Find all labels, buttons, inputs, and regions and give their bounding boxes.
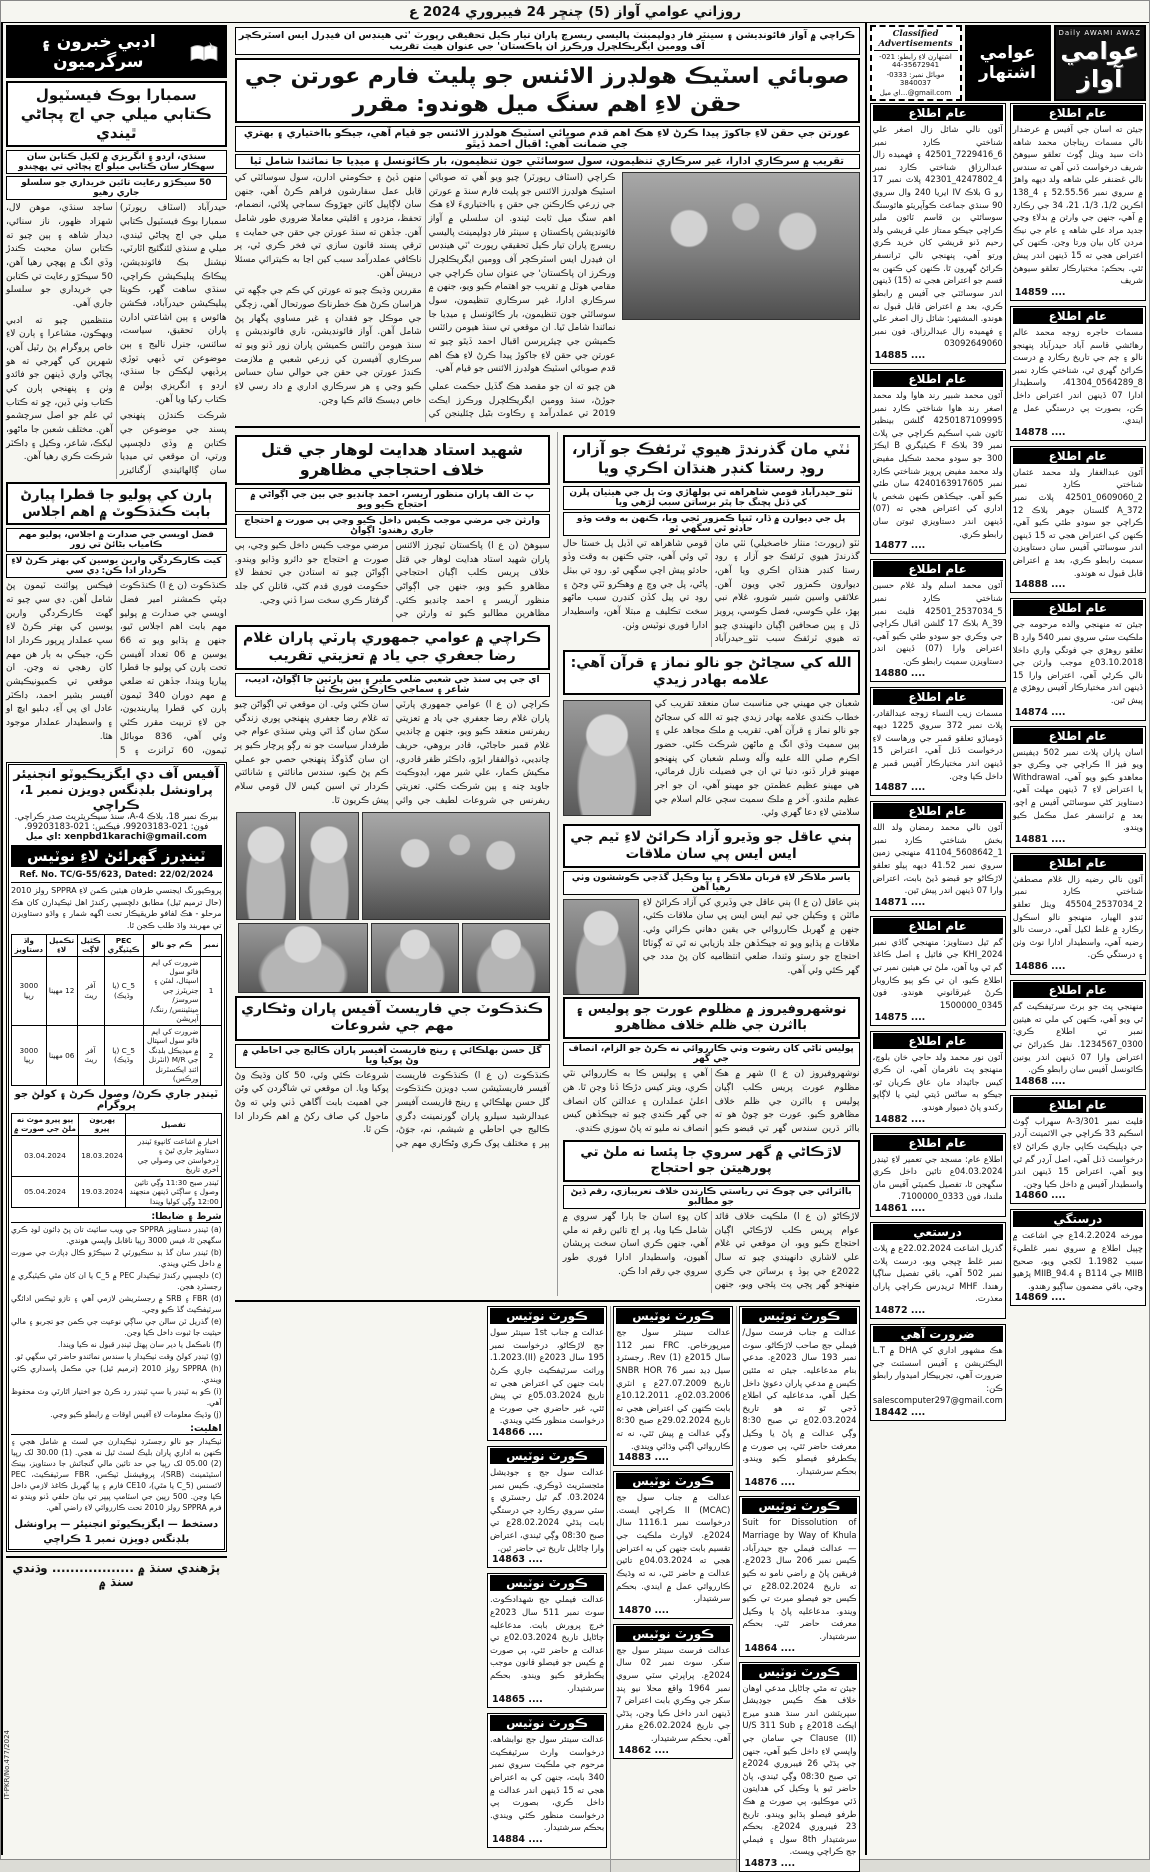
tender-org-line-1: آفيس آف دي ايگزيڪيوٽو انجنيئر [13, 767, 220, 783]
works-table-header-row [12, 934, 222, 956]
alliance-paragraph: هن چيو ته ان جو مقصد هڪ گڏيل حڪمت عملي جوڙڻ، سنڌ وومين ايگريڪلچرل ورڪرز ايڪٽ 2019 تي عملدرآمد ۽ رڪاوٽ بڻيل چئلينجن کي منهن ڏيڻ ۽ حڪومتي ادارن، سول سوسائٽي کي قابل عمل سفارشون فراهم ڪرڻ آهي، جنهن سان لاڳاپيل کاتن جهڙوڪ سماجي ڀلائي، انضمام، تحفظ، مزدور ۽ اقليتي معاملا ضروري طور شامل آهن. جڏهن ته سنڌ عورتن جي حقن جي حمايت ۽ ترقي پسند قانون سازي تي فخر ڪري ٿي، پر ناڪافي عملدرآمد سبب کين اڃا به ڪيترائي مسئلا درپيش آهن. [234, 173, 616, 420]
alliance-kicker: ڪراچي ۾ آواز فائونڊيشن ۽ سينٽر فار ڊولپمينٽ پاليسي ريسرچ پاران تيار ڪيل تحقيقي رپورٽ 'ٽي هينڊس ان فيڊرل ايس اسٽرڪچر آف وومين ايگريڪلچرل ورڪرز ان پاڪستان' جي عنوان هيٺ تقريب [235, 27, 860, 55]
festival-body [6, 202, 227, 478]
article-naushahro [563, 997, 860, 1137]
tender-email: اي ميل: xenpbd1karachi@gmail.com [25, 832, 207, 843]
classified-ads-header [870, 25, 1147, 101]
forest-headline: ڪنڌڪوٽ جي فاريسٽ آفيس پاران وڻڪاري مهم جي شروعات [235, 996, 550, 1041]
festival-subhead-1: سنڌي، اردو ۽ انگريزي ۾ لکيل ڪتابن سان سهڪار سان ڪتابي ميلو اڄ پڄاڻي تي پهچندو [6, 150, 227, 174]
classified-notice [1010, 1209, 1146, 1306]
notice-header: ضرورت آهي [873, 1326, 1003, 1342]
festival-paragraph: شرڪت ڪندڙن پنهنجي پسند جي موضوعن جي ڪتابن ۾ وڏي دلچسپي ورتي، ان موقعي تي ميڊيا سان ڳالهائيندي آرگنائيزر ساجد سنڌي، موهن لال، شهزاد ظهور، ناز سنائي، ديدار شاهه ۽ ٻين چيو ته ڪتابن سان محبت ڪندڙ وڏي انگ ۾ پهچي رهيا آهن، 50 سيڪڙو رعايت تي ڪتابن جي خريداري جو سلسلو جاري آهي. [6, 203, 227, 477]
article-shaheed-teacher [235, 435, 550, 622]
cell-serial: 2 [201, 1025, 221, 1085]
larkano-subhead: بااثرائي جي چوڪ تي رياستي ڪارندن خلاف نعريبازي، رقم ڏيڻ جو مطالبو [563, 1185, 860, 1209]
court-notice-text: عدالت سينئر سول جج نوابشاهه. درخواست وارث سرٽيفڪيٽ مرحوم جي ملڪيت سروي نمبر 340 بابت، جنهن کي به اعتراض هجي ته 15 ڏينهن اندر عدالت ۾ داخل ڪري، بصورت ٻي درخواست منظور ڪئي ويندي. بحڪم سرشتيدار. [489, 1734, 605, 1833]
tender-address: بيرڪ نمبر 18، بلاڪ 4-A، سنڌ سيڪريٽريٽ صدر ڪراچي. [14, 812, 218, 823]
notice-ad-number: 14874 .... [1014, 706, 1066, 718]
notice-header: عام اطلاع [873, 561, 1003, 577]
cell-cost: آفر ريٽ [77, 956, 104, 1025]
allah-body: شعبان جي مهيني جي مناسبت سان منعقد تقريب کي خطاب ڪندي علامه بهادر زيدي چيو ته الله کي سڃاڻڻ جو نالو نماز ۽ قرآن آهي. تقريب ۾ ملڪ مجاهد علي ۽ ٻين سميت وڏي انگ ۾ ماڻهن شرڪت ڪئي. حضور اڪرم صلي الله عليه وآله وسلم شعبان کي پنهنجو مهينو قرار ڏنو، دنيا تي ان جي فضيلت نازل فرمائي، هي مهينو عظيم عظمتن جو مهينو آهي، ان جو اجر عظيم ملندو. آخر ۾ ملڪ سميت سڄي عالم اسلام جي سلامتي لاءِ دعا گهري وئي. [654, 698, 860, 819]
forest-subhead: گل حسن بهلڪائي ۽ رينج فاريسٽ آفيسر پاران ڪاليج جي احاطي ۾ وڻ پوکيا ويا [235, 1044, 550, 1068]
tender-eligibility-title: اهليت: [11, 1423, 222, 1435]
classified-title-en: Classified Advertisements [874, 29, 958, 51]
court-notice [487, 1573, 607, 1708]
tender-works-table [11, 934, 222, 1086]
festival-headline: سمبارا بوڪ فيسٽيول ڪتابي ميلي جي اڄ پڄاڻي ٿيندي [6, 81, 227, 147]
middle-column-b [235, 432, 550, 1296]
cell-date-phase-1: 19.03.2024 [79, 1176, 126, 1207]
logo-top-text: Daily AWAMI AWAZ [1058, 29, 1142, 37]
notice-header: عام اطلاع [1013, 728, 1143, 744]
notice-text: اسان پاران پلاٽ نمبر 502 ڊيفينس ويو فيز II ڪراچي جي وڪري جو معاهدو ڪيو ويو آهي، Withdrawal يا اعتراض لاءِ 7 ڏينهن مهلت آهي، دستاويز کڻي سوسائٽي آفيس ۾ اچو، بعد ۾ ٽرانسفر عمل مڪمل ڪيو ويندو. [1012, 746, 1143, 833]
tender-phone: فون: 021-99203183، فيڪس: 021-99203183، [24, 822, 209, 833]
tender-condition-item: (g) ٽينڊر کولڻ وقت ٺيڪيدار يا سندس نمائندو حاضر ٿي سگهي ٿو. [14, 1352, 222, 1362]
classified-notice [870, 1031, 1006, 1128]
festival-subhead-2: 50 سيڪڙو رعايت تائين خريداري جو سلسلو جاري رهيو [6, 176, 227, 200]
notice-text: اطلاع عام: مسجد جي تعمير لاءِ ٽينڊر 04.03.2024ع تائين داخل ڪري سگهجن ٿا، تفصيل ڪميٽي آفيس مان ملندا، فون 0333_7100000. [872, 1153, 1003, 1202]
cell-work-name: ضرورت کي ايم فائو سول اسپتال ۾ ميڊيڪل بلڊنگ جي M/R (انٽرنل ائنڊ ايڪسٽرنل ورڪس) [143, 1025, 201, 1085]
notice-text: آئون عبدالغفار ولد محمد عثمان شناختي ڪارڊ نمبر 2_0609060_42501 پلاٽ نمبر A_372 گلستان جوهر بلاڪ 12 ڪراچي جو سودو طئي ڪيو آهي، ڪنهن کي اعتراض هجي ته 15 ڏينهن اندر سوسائٽي آفيس سان دستاويزن سميت رابطو ڪري، بعد ۾ اعتراض قابل قبول نه هوندو. [1012, 466, 1143, 578]
notice-text: جيئن ته منهنجي والده مرحومه جي ملڪيت سٽي سروي نمبر 540 وارڊ B تعلقو روهڙي جي فوتگي واري داخلا 03.10.2018ع موجب وارثن جي نالي ڪرڻي آهي، اعتراض وارا 15 ڏينهن اندر مختيارڪار آفيس روهڙي ۾ پيش ٿين. [1012, 619, 1143, 705]
court-notice-number: 14862 .... [618, 1744, 669, 1756]
notice-ad-number: 14885 .... [874, 349, 926, 361]
notice-ad-number: 14887 .... [874, 782, 926, 794]
classified-notice [1010, 446, 1146, 593]
festival-paragraph: منتظمين چيو ته ادبي ويهڪون، مشاعرا ۽ ٻارن لاءِ خاص پروگرام پڻ رٿيل آهن، شهرين کي گهرجي ته هو پڄاڻي واري ڏينهن جو فائدو وٺن ۽ پنهنجي ٻارن کي ڪتاب وٺي ڏين، ڇو ته ڪتاب ئي علم جو اصل سرچشمو آهن. مختلف شعبن جا ماڻهو، ليکڪ، شاعر، وڪيل ۽ ڊاڪٽر شرڪت ڪري رهيا آهن. [6, 315, 113, 463]
court-notice [613, 1306, 733, 1466]
notice-text: مسمات حاجره زوجه محمد عالم رهائشي قاسم آباد حيدرآباد پنهنجو نالو ۽ ڄم جي تاريخ رڪارڊ ۾ درست ڪرائڻ گهري ٿي، شناختي ڪارڊ نمبر 8_0564289_41304، واسطيدار ادارا 07 ڏينهن اندر اعتراض داخل ڪن، بصورت ٻي درستگي عمل ۾ ايندي. [1012, 326, 1143, 426]
court-notice-text: عدالت ۾ جناب 1st سينئر سول جج لاڙڪاڻو، درخواست نمبر 195 سال 2023ع (II).1.2023. وراثت سرٽيفڪيٽ جاري ڪرڻ بابت جنهن کي اعتراض هجي ته تاريخ 05.03.2024ع تي پيش ٿئي، غير حاضري جي صورت ۾ درخواست منظور ڪئي ويندي. [489, 1327, 605, 1426]
cell-pec: C_5 (يا وڌيڪ) [104, 1025, 143, 1085]
notice-ad-number: 14872 .... [874, 1305, 926, 1317]
tender-intro: پروڪيورنگ ايجنسي طرفان هيٺين ڪمن لاءِ SPPRA رولز 2010 (حال ترميم ٿيل) مطابق دلچسپي رکندڙ اهل ٺيڪيدارن کان هڪ مرحلو - هڪ لفافو طريقيڪار تحت اگهه شمار ۽ واڌو دستاويزن تي مهربند واڌ طلب ڪجن ٿا. [11, 886, 222, 930]
cell-period: 06 مهينا [46, 1025, 77, 1085]
photo-wadero-portrait [563, 899, 639, 995]
naushahro-body: نوشهروفيروز (ن ع ا) شهر ۾ هڪ مظلوم عورت پريس ڪلب اڳيان پوليس ۽ بااثرن جي ظلم خلاف مظاهرو ڪيو. عورت جو چوڻ هو ته بااثر ڌرين سندس گهر تي قبضو ڪيو آهي ۽ پوليس ڪا به ڪارروائي نٿي ڪري، ويتر کيس دڙڪا ڏنا وڃن ٿا. هن اعليٰ عملدارن ۽ عدالتن کان انصاف جي گهر ڪندي چيو ته جيڪڏهن کيس انصاف نه مليو ته پاڻ سوزي ڪندي. [562, 1069, 860, 1134]
classified-column-outer [870, 103, 1006, 1426]
awami-awaz-logo [1054, 25, 1147, 101]
court-notice [739, 1496, 859, 1656]
works-table-row [12, 1025, 222, 1085]
literary-section-banner [6, 25, 227, 78]
court-notice [487, 1446, 607, 1568]
court-notice-number: 14864 .... [744, 1642, 796, 1654]
notice-header: عام اطلاع [873, 1135, 1003, 1151]
photo-taziati-hall [362, 812, 550, 920]
court-notice-text: عدالت فرسٽ سينئر سول جج سکر. سوٽ نمبر 02 سال 2024ع. پراپرٽي سٽي سروي نمبر 1964 واقع محلا نيو پنڊ سکر جي وڪري بابت اعتراض 7 ڏينهن اندر داخل ڪيا وڃن، ٻڌڻي جي تاريخ 26.02.2024ع مقرر آهي. بحڪم سرشتيدار. [616, 1644, 731, 1743]
col-detail: تفصيل [126, 1113, 221, 1135]
court-notice-text: عدالت سينئر سول جج ميرپورخاص. FRC نمبر 112 سال 2015ع Rev (1). رجسٽرڊ سيل ڊيڊ نمبر SNBR HOR 76 تاريخ 27.07.2009ع ۽ انٽري 02.03.2006ع، 10.12.2011ع بابت ڪنهن کي اعتراض هجي ته تاريخ 29.02.2024ع صبح 8:30 وڳي عدالت ۾ پيش ٿئي، نه ته ڪارروائي اڳتي وڌائي ويندي. [616, 1327, 731, 1451]
court-notice-text: عدالت ۾ جناب سول جج (MCAC) II ڪراچي ايسٽ. درخواست نمبر 1116.1 سال 2024ع. لاوارث ملڪيت جي تقسيم بابت جنهن کي به اعتراض هجي ته 04.03.2024ع تائين عدالت ۾ حاضر ٿئي، نه ته وڌيڪ ڪارروائي عمل ۾ ايندي. بحڪم سرشتيدار. [616, 1492, 731, 1604]
court-notice-text: عدالت سول جج ۽ جوڊيشل مئجسٽريٽ ڏوڪري. ڪيس نمبر 03.2024. گم ٿيل رجسٽري ۽ سٽي سروي رڪارڊ جي درستگي بابت ٻڌڻي 28.02.2024ع تي صبح 08:30 وڳي ٿيندي، اعتراض وارا ڄاڻايل تاريخ تي حاضر ٿين. [489, 1467, 605, 1553]
court-notice-number: 14883 .... [618, 1452, 669, 1464]
classified-notice [870, 801, 1006, 911]
article-taziati [235, 625, 550, 992]
thatta-body: ٺٽو (رپورٽ: منٺار خاصخيلي) ٺٽي مان گذرندڙ هيوي ٽرئفڪ جو آزار ۽ روڊ رستا کنڊر هنڌان اڪري ويا آهن، ديوارون ڪمزور ٿجي ويون آهن. علائقي واسين شبير شورو، غلام نبي ٻهڙ، علي ڪوسي، فضل ڪوسي، پرويز ڏل ۽ ٻين صحافين اڳيان دانهيندي چيو ته هيوي ٽرئفڪ سبب ٺٽو_حيدرآباد قومي شاهراهه تي اڏيل پل خستا حال ٿي وئي آهي، جتي ڪنهن به وقت وڏو حادثو پيش اچي سگهي ٿو. روڊ تي بيٺل پاڻي، پل جي وچ ۾ وهڪرو ٽٽي وڃڻ ۽ روڊ تي پيل کڏن کنڊرن سبب ماڻهو سخت تڪليف ۾ مبتلا آهن، واسطيدار ادارا فوري نوٽيس وٺن. [562, 538, 860, 645]
taziati-body: ڪراچي (ن ع ا) عوامي جمهوري پارٽي پاران غلام رضا جعفري جي ياد ۾ تعزيتي ريفرنس منعقد ڪيو ويو، جنهن ۾ چانڊيي غلام قمبر حاجاڻي، قادر بروهي، حريف چانڊيي، ذوالفقار ابڙو، ڊاڪٽر ظفر قادري، مڪيش ڪمار، علي شير مهر، ايڊوڪيٽ جاويد چنه ۽ ٻين شرڪت ڪئي. تعزيتي ريفرنس جي شروعات لطيف جي وائي سان ڪئي وئي. ان موقعي تي اڳواڻن چيو ته غلام رضا جعفري پنهنجي پوري زندگي سکڻ سان گڏ اٿي ويٺي سنڌي عوام جي طرفدار سياست جو نه رڳو پرچار ڪيو پر ان سان گڏوگڏ پنهنجي حصي جو عملي ڪم پڻ ڪيو، سندس مانائتي ۽ شانائتي ڪردار تي اسين کيس لال قومي سلام پيش ڪريون ٿا. [234, 700, 550, 806]
court-notice-text: Suit for Dissolution of Marriage by Way of Khula — عدالت فيملي جج حيدرآباد، ڪيس نمبر 206 سال 2023ع. فريقين پاڻ ۾ راضي نامو نه ڪيو ته تاريخ 28.02.2024ع تي ڪيس جو فيصلو ميرٽ تي ڪيو ويندو. مدعاعليه پاڻ يا وڪيل معرفت حاضر ٿئي. بحڪم سرشتيدار. [742, 1517, 857, 1641]
notice-text: آئون نالي رضيه زال غلام مصطفيٰ شناختي ڪارڊ نمبر 2_2537034_45504 ويٺل تعلقو ٽنڊو الهيار، منهنجو نالو اسڪول رڪارڊ ۾ غلط لکيل آهي، درست نالو رضيه آهي، واسطيدار ادارا نوٽ وٺن ۽ درستگي ڪن. [1012, 873, 1143, 960]
alliance-paragraph: ڪراچي (اسٽاف رپورٽر) چيو ويو آهي ته صوبائي اسٽيڪ هولڊرز الائنس جو پليٽ فارم سنڌ ۾ عورتن جي زرعي ڪارڪنن جي حقن ۽ بااختياريءَ لاءِ هڪ اهم سنگ ميل ثابت ٿيندو. ان سلسلي ۾ آواز فائونڊيشن پاڪستان ۽ سينٽر فار ڊولپمينٽ پاليسي ريسرچ پاران تيار ڪيل تحقيقي رپورٽ 'ٽي هينڊس ان فيڊرل ايس اسٽرڪچر آف وومين ايگريڪلچرل ورڪرز ان پاڪستان' جي عنوان سان ڪراچي جي مقامي هوٽل ۾ تقريب جو اهتمام ڪيو ويو، جنهن ۾ سرڪاري ادارا، غير سرڪاري تنظيمون، سول سوسائٽي جون تنظيمون، بار ڪائونسل ۽ ميڊيا جا نمائندا شامل ٿيا. ان موقعي تي سنڌ هيومن رائٽس ڪميشن جي چيئرپرسن اقبال احمد ڏيٿو چيو ته عورتن جي حقن لاءِ جاکوڙ پيدا ڪرڻ لاءِ هڪ اهم قدم صوبائي اسٽيڪ هولڊرز الائنس جو قيام آهي. [428, 173, 616, 375]
cell-serial: 1 [201, 956, 221, 1025]
notice-header: عام اطلاع [1013, 448, 1143, 464]
notice-text: هڪ مشهور اداري کي DHA ۾ L.T اليڪٽريشن ۽ آفيس اسسٽنٽ جي ضرورت آهي، تجربيڪار اميدوار رابطو ڪن: salescomputer297@gmail.com [872, 1345, 1003, 1406]
allah-headline: الله کي سڃاڻڻ جو نالو نماز ۽ قرآن آهي: علامه بهادر زيدي [563, 650, 860, 695]
footer-slogan-strip: پڙهندي سنڌ ۾ .................. وڌندي سنڌ ۾ [6, 1556, 227, 1592]
notice-text: گم ٿيل دستاويز: منهنجي گاڏي نمبر KHI_2024 جي فائيل ۽ اصل ڪاغذ گم ٿي ويا آهن، ملڻ تي هيٺين نمبر تي اطلاع ڪيو، ان تي ڪو ٻيو ڪاروبار ڪرڻ غيرقانوني هوندو. فون 0345_1500000 [872, 936, 1003, 1010]
tender-title-bar: ٽينڊرز گهرائڻ لاءِ نوٽيس [11, 845, 222, 867]
larkano-headline: لاڙڪاڻي ۾ گهر سروي جا پئسا نه ملڻ تي پورهيتن جو احتجاج [563, 1140, 860, 1183]
notice-ad-number: 14859 .... [1014, 286, 1066, 298]
article-polio-meeting [6, 482, 227, 758]
notice-ad-number: 14886 .... [1014, 961, 1066, 973]
notice-ad-number: 14861 .... [874, 1203, 926, 1214]
article-forest [235, 996, 550, 1152]
court-notice [739, 1306, 859, 1491]
article-allah-namaz [563, 650, 860, 821]
wadero-body-wrap [563, 897, 860, 979]
classified-notice [1010, 103, 1146, 301]
notice-text: گذريل اشاعت 22.02.2024ع ۾ پلاٽ نمبر غلط ڇپجي ويو، درست پلاٽ نمبر 502 آهي، باقي تفصيل ساڳيا رهندا. MHF ٽريڊرس ڪراچي پاران معذرت. [872, 1243, 1003, 1304]
cell-period: 12 مهينا [46, 956, 77, 1025]
cell-fee: 3000 رپيا [12, 956, 47, 1025]
court-notice [487, 1713, 607, 1848]
photo-taziati-portrait-5 [238, 923, 368, 993]
notice-text: مسمات زيب النساء زوجه عبدالقادر، پلاٽ نمبر 372 سروي 1225 ديهه ڏومباڙو تعلقو قمبر جي ورهاست لاءِ درخواست ڏنل آهي، اعتراض 15 ڏينهن اندر مختيارڪار آفيس قمبر ۾ داخل ڪيا وڃن. [872, 707, 1003, 781]
classified-notice [1010, 853, 1146, 975]
classified-notice [1010, 726, 1146, 848]
alliance-headline: صوبائي اسٽيڪ هولڊرز الائنس جو پليٽ فارم عورتن جي حقن لاءِ اهم سنگ ميل هوندو: مقرر [235, 58, 860, 123]
logo-main-text: عوامي آواز [1060, 37, 1140, 93]
tender-conditions-title: شرط ۽ ضابطا: [11, 1211, 222, 1223]
schedule-row [12, 1135, 222, 1176]
literary-banner-title: ادبي خبرون ۽ سرگرميون [40, 32, 156, 72]
court-notice-number: 14866 .... [491, 1427, 543, 1439]
photo-taziati-portrait-4 [371, 923, 459, 993]
allah-body-wrap [563, 698, 860, 821]
tender-reference: Ref. No. TC/G-55/623, Dated: 22/02/2024 [11, 870, 222, 883]
tender-schedule-table [11, 1113, 222, 1208]
tender-condition-item: (a) ٽينڊر دستاويز SPPRA جي ويب سائيٽ تان پڻ ڊائون لوڊ ڪري سگهجن ٿا، فيس 3000 رپيا ناقابل واپسي هوندي. [11, 1225, 222, 1246]
print-reference-code: IT-PKR/No.477/2024 [3, 1729, 11, 1799]
col-phase-1: پهريون پيرو [79, 1113, 126, 1135]
notice-header: عام اطلاع [873, 1033, 1003, 1049]
tender-schedule-title: ٽينڊر جاري ڪرڻ/ وصول ڪرڻ ۽ کولڻ جو پروگرام [14, 1088, 218, 1111]
court-notice [613, 1471, 733, 1618]
shaheed-subhead-2: وارثن جي مرضي موجب ڪيس داخل ڪيو وڃي ٻي صورت ۾ احتجاج جاري رهندو: اڳواڻ [235, 514, 550, 538]
court-notice-header: ڪورٽ نوٽيس [616, 1626, 730, 1642]
col-cost: ڪٿيل لاڳت [77, 934, 104, 956]
tender-condition-item: (j) وڌيڪ معلومات لاءِ آفيس اوقات ۾ رابطو ڪيو وڃي. [50, 1410, 222, 1420]
notice-text: آئون محمد اسلم ولد غلام حسين شناختي ڪارڊ نمبر 5_2537034_42501 فليٽ نمبر A_39 بلاڪ 17 گلشن اقبال ڪراچي جي وڪري جو سودو طئي ڪيو آهي، اعتراض وارا (07) ڏينهن اندر دستاويزن سميت رابطو ڪن. [872, 580, 1003, 666]
classified-notice [870, 103, 1006, 364]
larkano-body: لاڙڪاڻو (ن ع ا) ملڪيت خلاف قائد عوام پريس ڪلب لاڙڪاڻي اڳيان احتجاج ڪيو ويو، ان موقعي تي غلام علي لاشاري دانهيندي چيو ته سال 2022ع جي ٻوڏ ۽ برساتن جي ڪري منهنجو گهر ڀڄي پٽ پئجي ويو، جنهن کان پوءِ اسان جا ٻارا گهر سروي ۾ شامل ڪيا ويا، پر اڄ تائين رقم نه ملي آهي، جنهن ڪري اسان سخت پريشان آهيون، واسطيدار ادارا فوري طور سروي جي رقم ادا ڪن. [562, 1212, 860, 1291]
notice-header: عام اطلاع [1013, 105, 1143, 121]
court-notice-header: ڪورٽ نوٽيس [616, 1308, 730, 1324]
classified-notice [870, 369, 1006, 554]
taziati-headline: ڪراچي ۾ عوامي جمهوري پارٽي پاران غلام رضا جعفري جي ياد ۾ تعزيتي تقريب [235, 625, 550, 670]
section-divider [235, 426, 860, 428]
notice-ad-number: 14881 .... [1014, 833, 1066, 845]
cell-detail: اخبار ۾ اشاعت کانپوءِ ٽينڊر دستاويز جاري ٿيڻ ۽ درخواستن جي وصولي جي آخري تاريخ [126, 1135, 221, 1176]
court-notice-text: جيئن ته مٿي ڄاڻايل مدعي اوهان خلاف هڪ ڪيس جوڊيشل سپريٽشن اندر سنڌ هندو ميرج ايڪٽ 2018ع ۽ U/S 311 Sub Clause (II) جي سامان جي واپسي لاءِ داخل ڪيو آهي، جنهن جي ٻڌڻي 26 فيبروري 2024ع تي صبح 08:30 وڳي ٿيندي، پاڻ حاضر ٿيو يا وڪيل کي هدايتون ڏئي موڪليو، ٻي صورت ۾ هڪ طرفو فيصلو ٻڌايو ويندو. تاريخ 23 فيبروري 2024ع. بحڪم سرشتيدار 8th سول ۽ فيملي جج ڪراچي ويسٽ. [742, 1682, 857, 1857]
tender-condition-item: (e) گذريل ٽن سالن جي ساڳي نوعيت جي ڪمن جو تجربو ۽ مالي حيثيت جا ثبوت داخل ڪيا وڃن. [11, 1317, 222, 1338]
notice-header: عام اطلاع [1013, 982, 1143, 998]
awami-ishtihar-label: عوامي اشتهار [965, 25, 1051, 101]
court-notice-header: ڪورٽ نوٽيس [490, 1575, 604, 1591]
court-notice-number: 14863 .... [491, 1554, 543, 1566]
classified-phone-1: اشتهارن لاءِ رابطو: 021-35672941-44 [879, 53, 952, 69]
naushahro-headline: نوشهروفيروز ۾ مظلوم عورت جو پوليس ۽ بااثرن جي ظلم خلاف مظاهرو [563, 997, 860, 1040]
court-notice-header: ڪورٽ نوٽيس [742, 1308, 856, 1324]
middle-column-a [557, 432, 860, 1296]
article-thatta-traffic [563, 435, 860, 647]
col-pec: PEC ڪيٽيگري [104, 934, 143, 956]
court-notice-number: 14865 .... [491, 1694, 543, 1706]
polio-subhead-2: کيت ڪارڪردگي وارين يوسين کي بهتر ڪرڻ لاءِ ڪردار ادا ڪن: ڊي سي [6, 554, 227, 578]
court-notice [613, 1624, 733, 1759]
classified-notice [870, 559, 1006, 681]
main-news-section [230, 23, 865, 1870]
notice-ad-number: 14871 .... [874, 896, 926, 908]
court-notice-header: ڪورٽ نوٽيس [742, 1664, 856, 1680]
notice-ad-number: 14860 .... [1014, 1190, 1066, 1202]
notice-ad-number: 14888 .... [1014, 579, 1066, 591]
court-notice-header: ڪورٽ نوٽيس [490, 1308, 604, 1324]
thatta-subhead-1: ٺٽو_حيدرآباد قومي شاهراهه تي ٻولهاڙي وٽ پل جي هيٺيان پلرن کي ڏنل پچنگ جا پٿر برساتن سبب لڙهي ويا [563, 486, 860, 510]
notice-text: آئون نالي شائل زال اصغر علي شناختي ڪارڊ نمبر 6_7229416_42501 ۽ فهميده زال عبدالرزاق شناختي ڪارڊ نمبر 4_4247802_42301 پلاٽ نمبر 17 رو G بلاڪ IV ايريا 240 وال سروي 90 سنڌي جماعت ڪوآپريٽو هائوسنگ سوسائٽي بن قاسم ٽائون ملير ڪراچي جيڪو ممتاز علي قريشي ولد رحيم ڏنو قريشي کان خريد ڪري ورتو آهي، پنهنجي نالي ٽرانسفر ڪرائڻ گهرون ٿا. ڪنهن کي ڪنهن به قسم جو اعتراض هجي ته (15) ڏينهن اندر سوسائٽي جي آفيس ۾ رابطو ڪري، بعد ۾ اعتراض قابل قبول نه هوندو. المشتهر: شائل زال اصغر علي ۽ فهميده زال عبدالرزاق. فون نمبر 03092649060 [872, 124, 1003, 349]
notice-header: عام اطلاع [1013, 308, 1143, 324]
cell-date-phase-2: 05.04.2024 [12, 1176, 79, 1207]
court-notice-number: 14884 .... [491, 1834, 543, 1846]
notice-header: عام اطلاع [873, 803, 1003, 819]
polio-headline: ٻارن کي پوليو جا قطرا پيارڻ بابت ڪنڌڪوٽ ۾ اهم اجلاس [6, 482, 227, 526]
cell-fee: 3000 رپيا [12, 1025, 47, 1085]
naushahro-subhead: پوليس ٺاڻي کان رشوت وٺي ڪارروائي نه ڪرڻ جو الزام، انصاف جي گهر [563, 1042, 860, 1066]
notice-text: مورخه 14.2.2024ع جي اشاعت ۾ ڇپيل اطلاع ۾ سروي نمبر غلطيءَ سبب 1.1982 لکجي ويو، صحيح MIIB جي B114 ۽ MIIB_94.4 پڙهيو وڃي، باقي مضمون ساڳيو رهندو. [1012, 1230, 1144, 1291]
wadero-headline: ٻني عاقل جو وڏيرو آزاد ڪرائڻ لاءِ ٽيم جي ايس ايس پي سان ملاقات [563, 824, 860, 868]
court-notices-grid [235, 1306, 860, 1872]
shaheed-headline: شهيد استاد هدايت لوهار جي قتل خلاف احتجاجي مظاهرو [235, 435, 550, 485]
court-notice-text: عدالت ۾ جناب فرسٽ سول/ فيملي جج صاحب لاڙڪاڻو. سوٽ نمبر 193 سال 2023ع. مدعي بنام مدعاعليه. جيئن ته مٿئين ڪيس ۾ مدعي پاران دعويٰ داخل ڪيل آهي، مدعاعليه کي اطلاع ڏجي ٿو ته هو تاريخ 02.03.2024ع تي صبح 8:30 وڳي عدالت ۾ پاڻ يا وڪيل معرفت حاضر ٿئي، ٻي صورت ۾ يڪطرفو فيصلو ڪيو ويندو. بحڪم سرشتيدار. [742, 1327, 857, 1476]
article-larkano [563, 1140, 860, 1294]
taziati-subhead: اي جي پي سنڌ جي شعبي ضلعي ملير ۽ ٻين پارٽين جا اڳواڻ، اديب، شاعر ۽ سماجي ڪارڪن شريڪ ٿيا [235, 673, 550, 697]
classified-notice [1010, 980, 1146, 1090]
tender-conditions-list [11, 1224, 222, 1420]
cell-pec: C_5 (يا وڌيڪ) [104, 956, 143, 1025]
notice-text: جيئن ته اسان جي آفيس ۾ عرضدار نالي مسمات ريناجان محمد شاهه ذات سيد ويٺل ڳوٺ تعلقو سيوهڻ شريف درخواست ڏني آهي ته سندس نالي غضنفر علي شاهه ولد ديهه واهڙ ۾ سروي نمبر 52.55.56 ۽ 4_138 اڪرين 1/2، 1/3، 21، 34 جي رڪارڊ ۾ آهي، جنهن جي وارثن ۾ بدلاءِ وڃي جديد مراد علي شاهه ۽ عام جي نيڪ مردن کان بيان ورتا وڃن. ڪنهن کي اعتراض هجي ته 15 ڏينهن اندر پيش ٿئي. بحڪم: مختيارڪار تعلقو سيوهڻ شريف [1012, 124, 1144, 286]
classified-notice [1010, 1095, 1146, 1205]
notice-header: عام اطلاع [873, 105, 1003, 121]
alliance-subhead-2: تقريب ۾ سرڪاري ادارا، غير سرڪاري تنظيمون، سول سوسائٽي جون تنظيمون، بار ڪائونسل ۽ ميڊيا جا نمائندا شامل ٿيا [235, 154, 860, 169]
thatta-headline: ٺٽي مان گذرندڙ هيوي ٽرئفڪ جو آزار، روڊ رستا کنڊر هنڌان اڪري ويا [563, 435, 860, 483]
notice-text: منهنجي پٽ جو برٿ سرٽيفڪيٽ گم ٿي ويو آهي، ڪنهن کي ملي ته هيٺين نمبر تي اطلاع ڪري: 0300_1234567. نقل ڪڍرائڻ تي اعتراض وارا 07 ڏينهن اندر يونين ڪائونسل آفيس سان رابطو ڪن. [1012, 1001, 1143, 1075]
tender-condition-item: (h) SPPRA رولز 2010 (ترميم ٿيل) جي مڪمل پاسداري ڪئي ويندي. [11, 1364, 222, 1385]
tender-condition-item: (d) FBR ۽ SRB ۾ رجسٽريشن لازمي آهي ۽ تازو ٽيڪس ادائگي سرٽيفڪيٽ گڏ ڪيو وڃي. [11, 1294, 222, 1315]
photo-taziati-portrait-3 [462, 923, 550, 993]
classified-email: gmail.com@…اي ميل [879, 89, 952, 97]
notice-ad-number: 14869 .... [1014, 1292, 1066, 1304]
notice-header: عام اطلاع [1013, 1097, 1143, 1113]
col-serial: نمبر [201, 934, 221, 956]
article-book-festival [6, 81, 227, 479]
classified-ads-section [865, 23, 1150, 1855]
notice-text: آئون نالي محمد رمضان ولد الله بخش شناختي ڪارڊ نمبر 1_5608642_41104 منهنجي زمين سروي نمبر 41.52 ديهه ٻيلو تعلقو لاڙڪاڻو جو قبضو ڏيڻ بابت، اعتراض وارا 07 ڏينهن اندر پيش ٿين. [872, 822, 1003, 896]
classified-notice [870, 687, 1006, 797]
alliance-paragraph: مقررين وڌيڪ چيو ته عورتن کي ڪم جي جڳهه تي هراسان ڪرڻ هڪ خطرناڪ صورتحال آهي، زچگي جي موڪل جو فقدان ۽ غير مساوي پگهار پڻ شامل آهن. آواز فائونڊيشن، ناري فائونڊيشن ۽ سنڌ هيومن رائٽس ڪميشن پاران زور ڏنو ويو ته سرڪاري آفيسرن کي زرعي شعبي ۾ ملازمت ڪندڙ عورتن جي حقن جي حوالي سان حساس ڪيو وڃي ۽ هر سرڪاري اداري ۾ داد رسي لاءِ خاص ڊيسڪ قائم ڪيا وڃن. [234, 286, 422, 406]
schedule-row [12, 1176, 222, 1207]
notice-header: درستعي [873, 1224, 1003, 1240]
tender-condition-item: (b) ٽينڊر سان گڏ بڊ سڪيورٽي 2 سيڪڙو ڪال ڊپازٽ جي صورت ۾ داخل ڪئي ويندي. [11, 1248, 222, 1269]
tender-condition-item: (f) نامڪمل يا دير سان پهتل ٽينڊر قبول نه ڪيا ويندا. [57, 1340, 222, 1350]
notice-ad-number: 14875 .... [874, 1011, 926, 1023]
classified-contact-box [870, 25, 962, 101]
court-notice-text: عدالت فيملي جج شهدادڪوٽ. سوٽ نمبر 511 سال 2023ع خرچ پرورش بابت. مدعاعليه ڄاڻايل تاريخ 02.03.2024ع تي عدالت ۾ حاضر ٿئي، ٻي صورت ۾ ڪيس جو فيصلو قانون موجب يڪطرفو ڪيو ويندو. بحڪم سرشتيدار. [489, 1594, 605, 1693]
notice-header: درستگي [1013, 1211, 1143, 1227]
notice-ad-number: 14882 .... [874, 1113, 926, 1125]
col-work-name: ڪم جو نالو [143, 934, 201, 956]
works-table-row [12, 956, 222, 1025]
cell-detail: ٽينڊر صبح 11:30 وڳي تائين وصول ۽ ساڳئي ڏينهن منجهند 12:00 وڳي کوليا ويندا [126, 1176, 221, 1207]
classified-notice [870, 1324, 1006, 1421]
photo-taziati-portrait-1 [299, 812, 359, 920]
notice-ad-number: 14868 .... [1014, 1075, 1066, 1087]
wadero-subhead: ياسر ملاڪر لاءِ قربان ملاڪر ۽ ٻيا وڪيل گڏجي ڪوششون وٺي رهيا آهن [563, 871, 860, 895]
tender-eligibility-text: ٺيڪيدار جو نالو رجسٽرڊ ٺيڪيدارن جي لسٽ ۾ شامل هجي ۽ ڪنهن به اداري پاران بليڪ لسٽ ٿيل نه هجي. (1) 30.00 لک رپيا (2) 05.00 لک رپيا جي حد تائين مالي گنجائش جا دستاويز، بينڪ اسٽيٽمينٽ (SRB)، پروفيشنل ٽيڪس، FBR سرٽيفڪيٽ، PEC لائسنس (C_5 يا مٿي)، CE10 فارم ۽ ٻيا گهربل ڪاغذ لازمي داخل ڪيا وڃن. 500 رپين جي اسٽامپ پيپر تي بيان حلفي ڏنو ويندو ته فرم SPPRA رولز 2010 تحت ڪارروائي لاءِ راضي آهي. [11, 1437, 222, 1513]
polio-subhead-1: فضل اويسي جي صدارت ۾ اجلاس، پوليو مهم ڪامياب بڻائڻ تي زور [6, 528, 227, 552]
tender-org-line-2: پراونشل بلڊنگس ڊويزن نمبر 1، ڪراچي [19, 782, 213, 813]
polio-body: ڪنڌڪوٽ (ن ع ا) ڪنڌڪوٽ ڊپٽي ڪمشنر امير فضل اويسي جي صدارت ۾ پوليو مهم بابت اهم اجلاس ٿيو، جنهن ۾ ٻڌايو ويو ته 66 يوسين ۾ 06 تعداد آفيسن تحت ٻارن کي پوليو جا قطرا پياريا ويندا، جڏهن ته ضلعي ۾ مهم دوران 340 ٽيمون ٻارن کي قطرا پيارينديون، جن لاءِ تربيت مقرر ڪئي وئي آهي، 836 موبائل ٽيمون، 60 ٽرانزٽ ۽ 5 فيڪس پوائنٽ ٽيمون پڻ شامل آهن. ڊي سي چيو ته گهٽ ڪارڪردگي وارين يوسين کي بهتر ڪرڻ لاءِ سڀ عملدار ڀرپور ڪردار ادا ڪن، جيڪي به ٻار هن مهم کان رهجي نه وڃن. ان موقعي تي ڪميونيڪيشن آفيسر بشير احمد، ڊاڪٽر عادل اي پي آءِ، ڊبليو ايڇ او ۽ واسطيدار عملدار موجود هئا. [6, 581, 227, 756]
left-column-section [1, 23, 230, 1855]
notice-text: آئون نور محمد ولد حاجي خان بلوچ، منهنجو پٽ نافرمان آهي، ان ڪري کيس جائيداد مان عاق ڪريان ٿو، جيڪو به ساڻس ڏيتي ليتي يا لاڳاپو رکندو پاڻ ذميوار هوندو. [872, 1051, 1003, 1112]
classified-notice [1010, 598, 1146, 720]
notice-header: عام اطلاع [873, 371, 1003, 387]
tender-condition-item: (c) دلچسپي رکندڙ ٺيڪيدار PEC ۾ C_5 يا ان کان مٿي ڪيٽيگري ۾ رجسٽرڊ هجن. [11, 1271, 222, 1292]
notice-header: عام اطلاع [1013, 600, 1143, 616]
notice-ad-number: 14878 .... [1014, 426, 1066, 438]
court-notice-header: ڪورٽ نوٽيس [490, 1448, 604, 1464]
book-pen-icon [189, 40, 219, 64]
cell-cost: آفر ريٽ [77, 1025, 104, 1085]
article-alliance [235, 27, 860, 422]
col-phase-2: ٻيو پيرو موٽ نه ملڻ جي صورت ۾ [12, 1113, 79, 1135]
tender-condition-item: (i) ڪو به ٽينڊر يا سڀ ٽينڊر رد ڪرڻ جو اختيار اٿارٽي وٽ محفوظ آهي. [11, 1387, 222, 1408]
court-notice-header: ڪورٽ نوٽيس [742, 1498, 856, 1514]
col-fee: واڌ دستاويز [12, 934, 47, 956]
cell-work-name: ضرورت کي ايم فائو سول اسپتال، لفٽن ۽ جنريٽرز جي سروسز/ مينٽيننس/ رننگ/ آپريشن [143, 956, 201, 1025]
shaheed-body: سيوهڻ (ن ع ا) پاڪستان ٽيچرز الائنس پاران شهيد استاد هدايت لوهار جي قتل خلاف پريس ڪلب اڳيان احتجاجي مظاهرو ڪيو ويو، جنهن جي اڳواڻي منظور آريسر ۽ احمد چانڊيو ڪئي. مظاهرين مطالبو ڪيو ته وارثن جي مرضي موجب ڪيس داخل ڪيو وڃي، ٻي صورت ۾ احتجاج جو دائرو وڌايو ويندو. اڳواڻن چيو ته استادن جي تحفظ لاءِ حڪومت فوري قدم کڻي، قاتلن کي جلد گرفتار ڪري سخت سزا ڏني وڃي. [234, 541, 550, 620]
classified-notice [870, 1222, 1006, 1319]
classified-notice [870, 1133, 1006, 1217]
classified-phone-2: موبائل نمبر: 0333-3840037 [886, 71, 945, 87]
notice-ad-number: 18442 .... [874, 1407, 926, 1419]
cell-date-phase-1: 18.03.2024 [79, 1135, 126, 1176]
masthead-dateline: روزاني عوامي آواز (5) چنڇر 24 فيبروري 2024 ع [1, 1, 1149, 23]
shaheed-subhead-1: پ ٽ الف پاران منظور آريسر، احمد چانڊيو جي بين جي اڳواڻي ۾ احتجاج ڪيو ويو [235, 488, 550, 512]
notice-text: آئون محمد شبير رند هاوا ولد محمد اصغر رند هاوا شناختي ڪارڊ نمبر 4250187109995 گلشن بينظير ٽائون شپ اسڪيم ڪراچي جي پلاٽ نمبر 39 بلاڪ F ڪيٽيگري B ايڪڙ 300 جو سودو محمد شڪيل مفيض ولد محمد مفيض پرويز شناختي ڪارڊ نمبر 4240163917605 سان طئي ڪيو آهي. جيڪڏهن ڪنهن شخص يا اداري کي اعتراض هجي ته (07) ڏينهن اندر دستاويزي ثبوتن سان رابطو ڪري. [872, 389, 1003, 539]
wadero-body: ٻني عاقل (ن ع ا) ٻني عاقل جي وڏيري کي آزاد ڪرائڻ لاءِ مائٽن ۽ وڪيلن جي ٽيم ايس ايس پي سان ملاقات ڪئي، جنهن ۾ گهربل ڪارروائي جي يقين دهاني ڪرائي وئي. ملاقات ۾ ٻڌايو ويو ته جيڪڏهن جلد بازيابي نه ٿي ته ڳوٺاڻا احتجاج جو رستو وٺندا، ضلعي انتظاميه کان پڻ مدد جي گهر ڪئي وئي آهي. [642, 897, 860, 977]
schedule-header-row [12, 1113, 222, 1135]
photo-alliance-event [622, 172, 860, 320]
forest-body: ڪنڌڪوٽ (ن ع ا) ڪنڌڪوٽ فاريسٽ آفيسر فاريسٽيشن سب ڊويزن ڪنڌڪوٽ گل حسن بهلڪائي ۽ رينج فاريسٽ آفيسر عبدالرشيد سيلرو پاران گورنمينٽ ڊگري ڪاليج جي احاطي ۾ شيشم، نم، جوَڻ، ٻٻر ۽ مختلف پوک ڪري وڻڪاري مهم جي شروعات ڪئي وئي، 50 کان وڌيڪ وڻ پوکيا ويا. ان موقعي تي شاگردن کي وڻن جي اهميت بابت آگاهي ڏني وئي ته وڻ ماحول کي صاف رکڻ ۾ اهم ڪردار ادا ڪن ٿا. [234, 1070, 550, 1149]
thatta-subhead-2: پل جي ديوارن ۾ ڏار، ٿنڀا ڪمزور ٿجي ويا، ڪنهن به وقت وڏو حادثو ٿي سگهي ٿو [563, 512, 860, 536]
festival-paragraph: حيدرآباد (اسٽاف رپورٽر) سمبارا بوڪ فيسٽيول ڪتابي ميلي جي اڄ پڄاڻي ٿيندي، ميلي ۾ سنڌي لئنگئيج اٿارٽي، نيشنل بڪ فائونڊيشن، پيڪاڪ پبليڪيشن ڪراچي، سنڌي ساهت گهر، ڪويتا پبليڪيشن حيدرآباد، فڪشن هائوس ۽ ٻين اشاعتي ادارن پاران تحقيق، سياست، سائنس، جنرل ناليج ۽ ٻين موضوعن تي ڏيهي توڙي پرڏيهي ليکڪن جا سنڌي، اردو ۽ انگريزي ٻولين ۾ ڪتاب رکيا ويا آهن. [119, 203, 227, 405]
court-notice [487, 1306, 607, 1441]
alliance-body [235, 172, 616, 422]
alliance-subhead-1: عورتن جي حقن لاءِ جاکوڙ پيدا ڪرڻ لاءِ هڪ اهم قدم صوبائي اسٽيڪ هولڊرز الائنس جو قيام آهي، جيڪو بااختياري ۽ بهتري جي ضمانت آهي: اقبال احمد ڏيٿو [235, 126, 860, 152]
notice-text: فليٽ نمبر 301/A-3 سهراب ڳوٺ اسڪيم 33 ڪراچي جي الاٽمينٽ آرڊر جي ڊپليڪيٽ ڪاپي جاري ڪرائڻ لاءِ درخواست ڏنل آهي، اصل آرڊر گم ٿي ويو آهي، اعتراض 15 ڏينهن اندر واسطيدار آفيس ۾ داخل ڪيا وڃن. [1012, 1115, 1143, 1189]
court-notice-number: 14870 .... [618, 1604, 669, 1616]
tender-signature: دستخط — ايگزيڪيوٽو انجنيئر — پراونشل بلڊنگس ڊويزن نمبر 1 ڪراچي [14, 1519, 219, 1546]
article-wadero [563, 824, 860, 979]
photo-cleric-portrait [563, 700, 651, 816]
court-notice-number: 14873 .... [744, 1858, 796, 1870]
notice-header: عام اطلاع [873, 689, 1003, 705]
cell-date-phase-2: 03.04.2024 [12, 1135, 79, 1176]
photo-collage-taziati [235, 812, 550, 993]
classified-notice [1010, 306, 1146, 441]
classified-column-inner [1010, 103, 1146, 1426]
notice-header: عام اطلاع [873, 918, 1003, 934]
notice-ad-number: 14877 .... [874, 540, 926, 552]
section-divider-2 [235, 1300, 860, 1302]
notice-ad-number: 14880 .... [874, 667, 926, 679]
col-period: تڪميل لاءِ [46, 934, 77, 956]
court-notice-header: ڪورٽ نوٽيس [490, 1715, 604, 1731]
photo-taziati-portrait-2 [236, 812, 296, 920]
tender-notice-box [6, 762, 227, 1552]
court-notice [739, 1662, 859, 1872]
classified-notice [870, 916, 1006, 1026]
court-notice-header: ڪورٽ نوٽيس [616, 1473, 730, 1489]
notice-header: عام اطلاع [1013, 855, 1143, 871]
court-notice-number: 14876 .... [744, 1477, 796, 1489]
